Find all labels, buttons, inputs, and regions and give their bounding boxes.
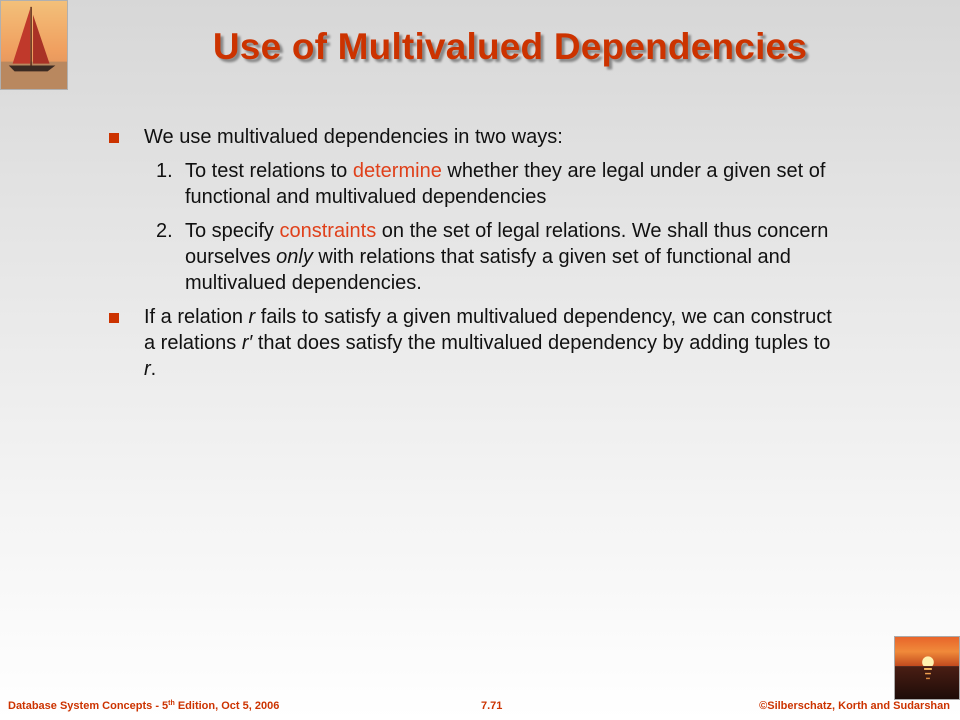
square-bullet-icon	[109, 313, 119, 323]
bullet-relation	[107, 304, 847, 382]
sunset-image-icon	[894, 636, 960, 700]
relation-r-prime: r′	[241, 332, 253, 354]
item-text: with relations that satisfy a given set of functional and multivalued dependencies.	[185, 246, 791, 294]
bullet-uses	[107, 124, 847, 150]
list-number: 2.	[156, 220, 173, 242]
bullet-text: We use multivalued dependencies in two ways:	[144, 126, 563, 148]
item-text: on the set of legal relations. We shall thus concern ourselves	[185, 220, 829, 268]
slide-title: Use of Multivalued Dependencies	[212, 26, 808, 67]
item-text: To specify	[185, 220, 280, 242]
relation-r: r	[144, 358, 151, 380]
footer-page-number: 7.71	[481, 700, 503, 712]
emphasis-only: only	[276, 246, 313, 268]
bullet-text: fails to satisfy a given multivalued dependency, we can construct a relations	[144, 306, 832, 354]
item-text: whether they are legal under a given set of functional and multivalued dependencies	[185, 160, 826, 208]
square-bullet-icon	[109, 133, 119, 143]
relation-r: r	[248, 306, 256, 328]
list-number: 1.	[156, 160, 173, 182]
footer-book-info: Database System Concepts - 5th Edition, Oct 5, 2006	[8, 700, 280, 712]
list-item-specify	[107, 218, 847, 296]
highlight-determine: determine	[352, 160, 442, 182]
list-item-test	[107, 158, 847, 210]
bullet-text: that does satisfy the multivalued dependency by adding tuples to	[252, 332, 831, 354]
footer-copyright: ©Silberschatz, Korth and Sudarshan	[759, 700, 950, 712]
bullet-text: If a relation	[144, 306, 249, 328]
highlight-constraints: constraints	[279, 220, 377, 242]
item-text: To test relations to	[185, 160, 353, 182]
slide-content	[107, 124, 847, 382]
bullet-text: .	[150, 358, 157, 380]
slide-footer	[0, 700, 960, 714]
sailboat-logo-icon	[0, 0, 68, 90]
